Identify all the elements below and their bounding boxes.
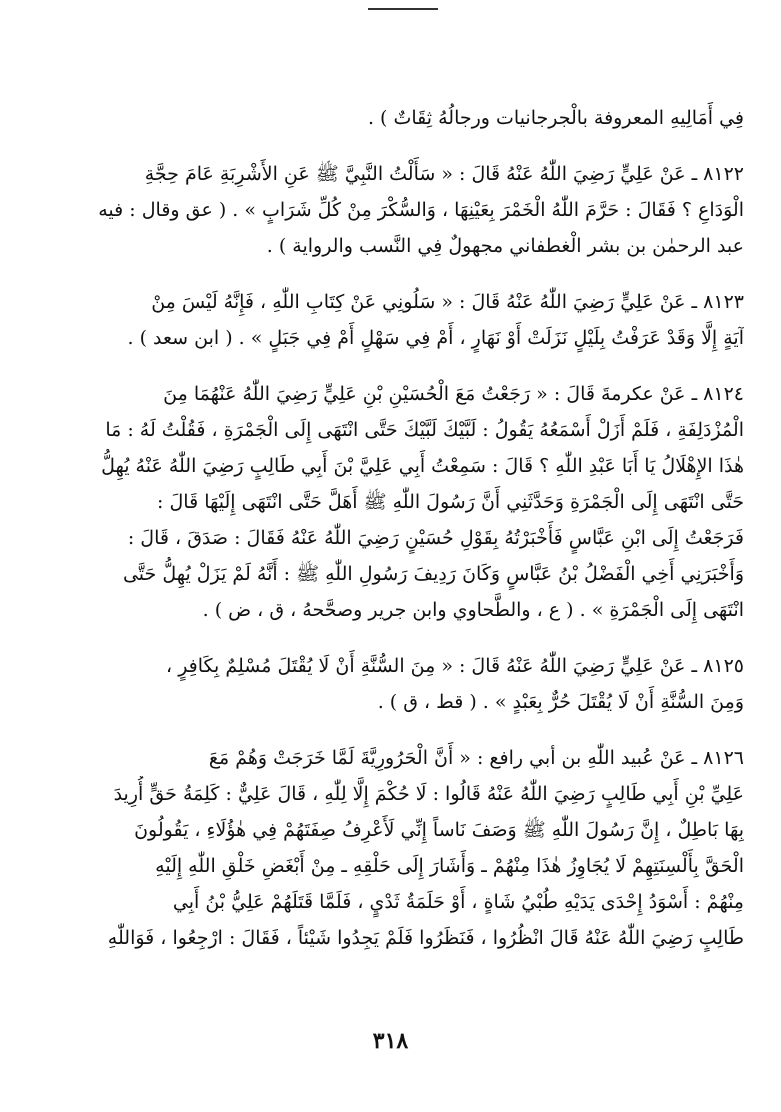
- text-line: عبد الرحمٰن بن بشر الْغطفاني مجهولٌ فِي النَّسب والرواية ) .: [266, 235, 744, 257]
- text-line: وَمِنَ السُّنَّةِ أَنْ لَا يُقْتَلَ حُرٌّ بِعَبْدٍ » . ( قط ، ق ) .: [377, 691, 744, 713]
- text-line: الْمُزْدَلِفَةِ ، فَلَمْ أَزَلْ أَسْمَعُهُ يَقُولُ : لَبَّيْكَ لَبَّيْكَ حَتَّى انْتَهَى إِلَى الْجَمْرَةِ ، فَقُلْتُ لَهُ : مَا: [105, 419, 744, 441]
- hadith-8122: [44, 156, 744, 264]
- text-line: الْوَدَاعِ ؟ فَقَالَ : حَرَّمَ اللّٰهُ الْخَمْرَ بِعَيْنِهَا ، وَالسُّكْرَ مِنْ كُلِّ شَرَابٍ » . ( عق وقال : فيه: [98, 199, 744, 221]
- hadith-8126: [44, 740, 744, 956]
- text-line: ٨١٢٣ ـ عَنْ عَلِيٍّ رَضِيَ اللّٰهُ عَنْهُ قَالَ : « سَلُونِي عَنْ كِتَابِ اللّٰهِ ، فَإِنَّهُ لَيْسَ مِنْ: [151, 291, 744, 313]
- text-line: حَتَّى انْتَهَى إِلَى الْجَمْرَةِ وَحَدَّثَنِي أَنَّ رَسُولَ اللّٰهِ ﷺ أَهَلَّ حَتَّى انْتَهَى إِلَيْهَا قَالَ :: [157, 491, 744, 513]
- text-line: ٨١٢٥ ـ عَنْ عَلِيٍّ رَضِيَ اللّٰهُ عَنْهُ قَالَ : « مِنَ السُّنَّةِ أَنْ لَا يُقْتَلَ مُسْلِمٌ بِكَافِرٍ ،: [166, 655, 744, 677]
- hadith-8125: [44, 648, 744, 720]
- text-line: مِنْهُمْ : أَسْوَدُ إِحْدَى يَدَيْهِ طُبْيُ شَاةٍ ، أَوْ حَلَمَةُ ثَدْيٍ ، فَلَمَّا قَتَلَهُمْ عَلِيُّ بْنُ أَبِي: [172, 891, 744, 913]
- text-line: انْتَهَى إِلَى الْجَمْرَةِ » . ( ع ، والطَّحاوي وابن جرير وصحَّحهُ ، ق ، ض ) .: [202, 599, 744, 621]
- text-line: بِهَا بَاطِلٌ ، إِنَّ رَسُولَ اللّٰهِ ﷺ وَصَفَ نَاساً إِنِّي لَأَعْرِفُ صِفَتَهُمْ فِي هٰؤُلَاءِ ، يَقُولُونَ: [134, 819, 744, 841]
- text-line: عَلِيِّ بْنِ أَبِي طَالِبٍ رَضِيَ اللّٰهُ عَنْهُ قَالُوا : لَا حُكْمَ إِلَّا لِلّٰهِ ، قَالَ عَلِيٌّ : كَلِمَةُ حَقٍّ أُرِيدَ: [113, 783, 744, 805]
- text-line: ٨١٢٦ ـ عَنْ عُبيد اللّٰهِ بن أبي رافع : « أَنَّ الْحَرُورِيَّةَ لَمَّا خَرَجَتْ وَهُمْ مَعَ: [208, 747, 744, 769]
- text-line: طَالِبٍ رَضِيَ اللّٰهُ عَنْهُ قَالَ انْظُرُوا ، فَنَظَرُوا فَلَمْ يَجِدُوا شَيْئاً ، فَقَالَ : ارْجِعُوا ، فَوَاللّٰهِ: [107, 927, 744, 949]
- text-line: الْحَقَّ بِأَلْسِنَتِهِمْ لَا يُجَاوِزُ هٰذَا مِنْهُمْ ـ وَأَشَارَ إِلَى حَلْقِهِ ـ مِنْ أَبْغَضِ خَلْقِ اللّٰهِ إِلَيْهِ: [155, 855, 744, 877]
- text-line: هٰذَا الإِهْلَالُ يَا أَبَا عَبْدِ اللّٰهِ ؟ قَالَ : سَمِعْتُ أَبِي عَلِيَّ بْنَ أَبِي طَالِبٍ رَضِيَ اللّٰهُ عَنْهُ يُهِلُّ: [101, 455, 744, 477]
- page-number: ٣١٨: [372, 1028, 409, 1054]
- hadith-8124: [44, 376, 744, 628]
- text-line: ٨١٢٤ ـ عَنْ عكرمةَ قَالَ : « رَجَعْتُ مَعَ الْحُسَيْنِ بْنِ عَلِيٍّ رَضِيَ اللّٰهُ عَنْهُمَا مِنَ: [163, 383, 744, 405]
- text-line: ٨١٢٢ ـ عَنْ عَلِيٍّ رَضِيَ اللّٰهُ عَنْهُ قَالَ : « سَأَلْتُ النَّبِيَّ ﷺ عَنِ الأَشْرِبَةِ عَامَ حِجَّةِ: [144, 163, 744, 185]
- page-body: [44, 100, 744, 956]
- text-line: آيَةٍ إِلَّا وَقَدْ عَرَفْتُ بِلَيْلٍ نَزَلَتْ أَوْ نَهَارٍ ، أَمْ فِي سَهْلٍ أَمْ فِي جَبَلٍ » . ( ابن سعد ) .: [127, 327, 744, 349]
- continuation-line: فِي أَمَالِيهِ المعروفة بالْجرجانيات ورجالُهُ ثِقَاتٌ ) .: [367, 107, 744, 129]
- top-rule: [368, 8, 438, 10]
- text-line: وَأَخْبَرَنِي أَخِي الْفَضْلُ بْنُ عَبَّاسٍ وَكَانَ رَدِيفَ رَسُولِ اللّٰهِ ﷺ : أَنَّهُ لَمْ يَزَلْ يُهِلُّ حَتَّى: [122, 563, 744, 585]
- text-line: فَرَجَعْتُ إِلَى ابْنِ عَبَّاسٍ فَأَخْبَرْتُهُ بِقَوْلِ حُسَيْنٍ رَضِيَ اللّٰهُ عَنْهُ فَقَالَ : صَدَقَ ، قَالَ :: [127, 527, 744, 549]
- hadith-8123: [44, 284, 744, 356]
